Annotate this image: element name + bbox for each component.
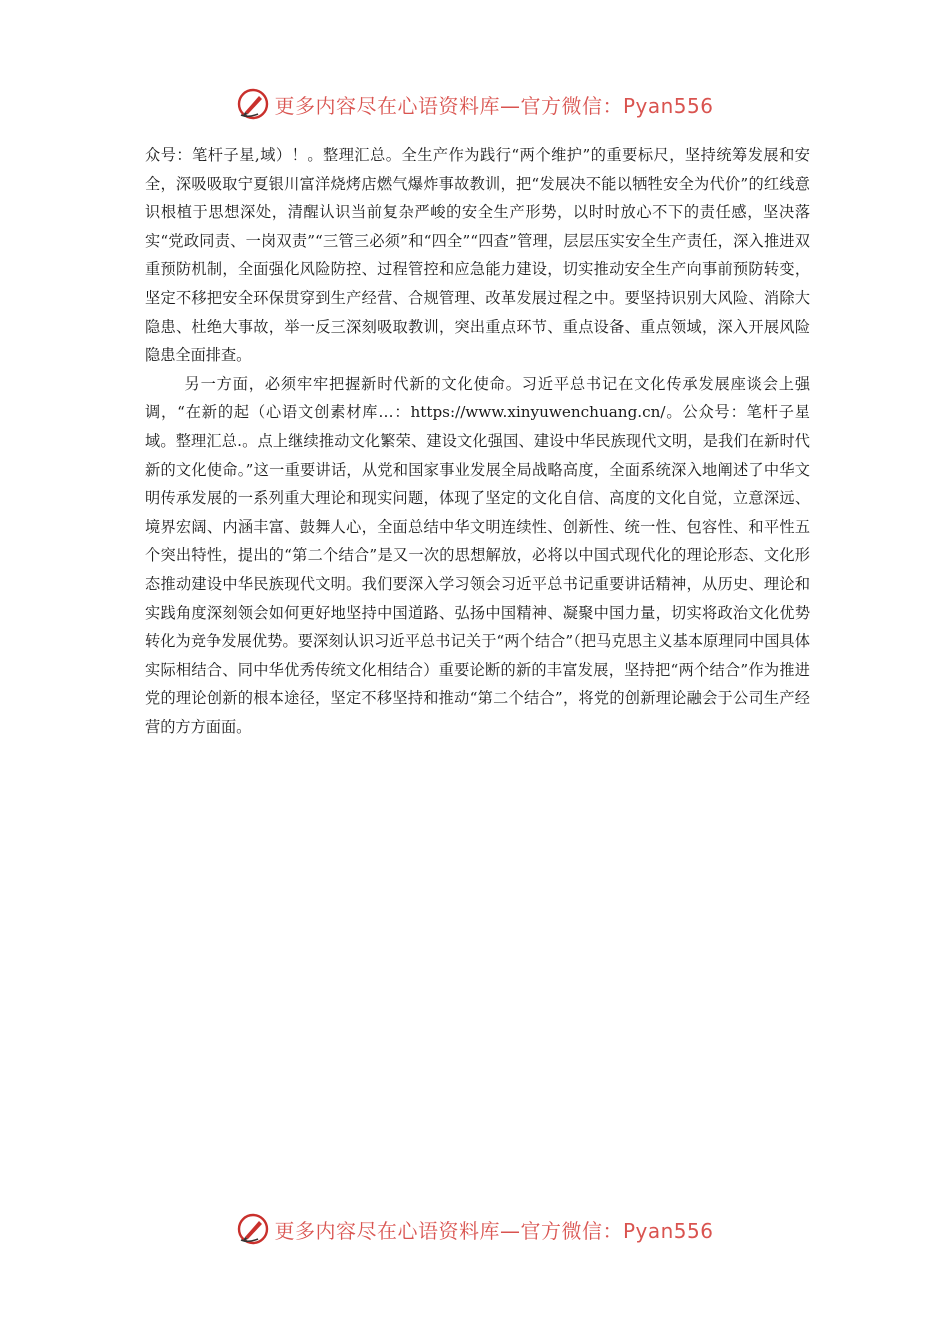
header-watermark-text: 更多内容尽在心语资料库—官方微信：Pyan556 (274, 93, 714, 118)
header-watermark-banner (0, 84, 950, 124)
footer-watermark-banner (0, 1209, 950, 1249)
pen-logo-icon (236, 1212, 270, 1246)
document-body (145, 141, 810, 741)
paragraph-2: 另一方面，必须牢牢把握新时代新的文化使命。习近平总书记在文化传承发展座谈会上强调，“在新的起（心语文创素材库…：https://www.xinyuwenchuang.cn/。公众号：笔杆子星域。整理汇总.。点上继续推动文化繁荣、建设文化强国、建设中华民族现代文明，是我们在新时代新的文化使命。”这一重要讲话，从党和国家事业发展全局战略高度，全面系统深入地阐述了中华文明传承发展的一系列重大理论和现实问题，体现了坚定的文化自信、高度的文化自觉，立意深远、境界宏阔、内涵丰富、鼓舞人心，全面总结中华文明连续性、创新性、统一性、包容性、和平性五个突出特性，提出的“第二个结合”是又一次的思想解放，必将以中国式现代化的理论形态、文化形态推动建设中华民族现代文明。我们要深入学习领会习近平总书记重要讲话精神，从历史、理论和实践角度深刻领会如何更好地坚持中国道路、弘扬中国精神、凝聚中国力量，切实将政治文化优势转化为竞争发展优势。要深刻认识习近平总书记关于“两个结合”（把马克思主义基本原理同中国具体实际相结合、同中华优秀传统文化相结合）重要论断的新的丰富发展，坚持把“两个结合”作为推进党的理论创新的根本途径，坚定不移坚持和推动“第二个结合”，将党的创新理论融会于公司生产经营的方方面面。 (145, 374, 810, 736)
paragraph-1: 众号：笔杆子星,域）！。整理汇总。全生产作为践行“两个维护”的重要标尺，坚持统筹发展和安全，深吸吸取宁夏银川富洋烧烤店燃气爆炸事故教训，把“发展决不能以牺牲安全为代价”的红线意识根植于思想深处，清醒认识当前复杂严峻的安全生产形势，以时时放心不下的责任感，坚决落实“党政同责、一岗双责”“三管三必须”和“四全”“四查”管理，层层压实安全生产责任，深入推进双重预防机制，全面强化风险防控、过程管控和应急能力建设，切实推动安全生产向事前预防转变，坚定不移把安全环保贯穿到生产经营、合规管理、改革发展过程之中。要坚持识别大风险、消除大隐患、杜绝大事故，举一反三深刻吸取教训，突出重点环节、重点设备、重点领域，深入开展风险隐患全面排查。 (145, 146, 810, 365)
footer-watermark-text: 更多内容尽在心语资料库—官方微信：Pyan556 (274, 1218, 714, 1243)
pen-logo-icon (236, 87, 270, 121)
